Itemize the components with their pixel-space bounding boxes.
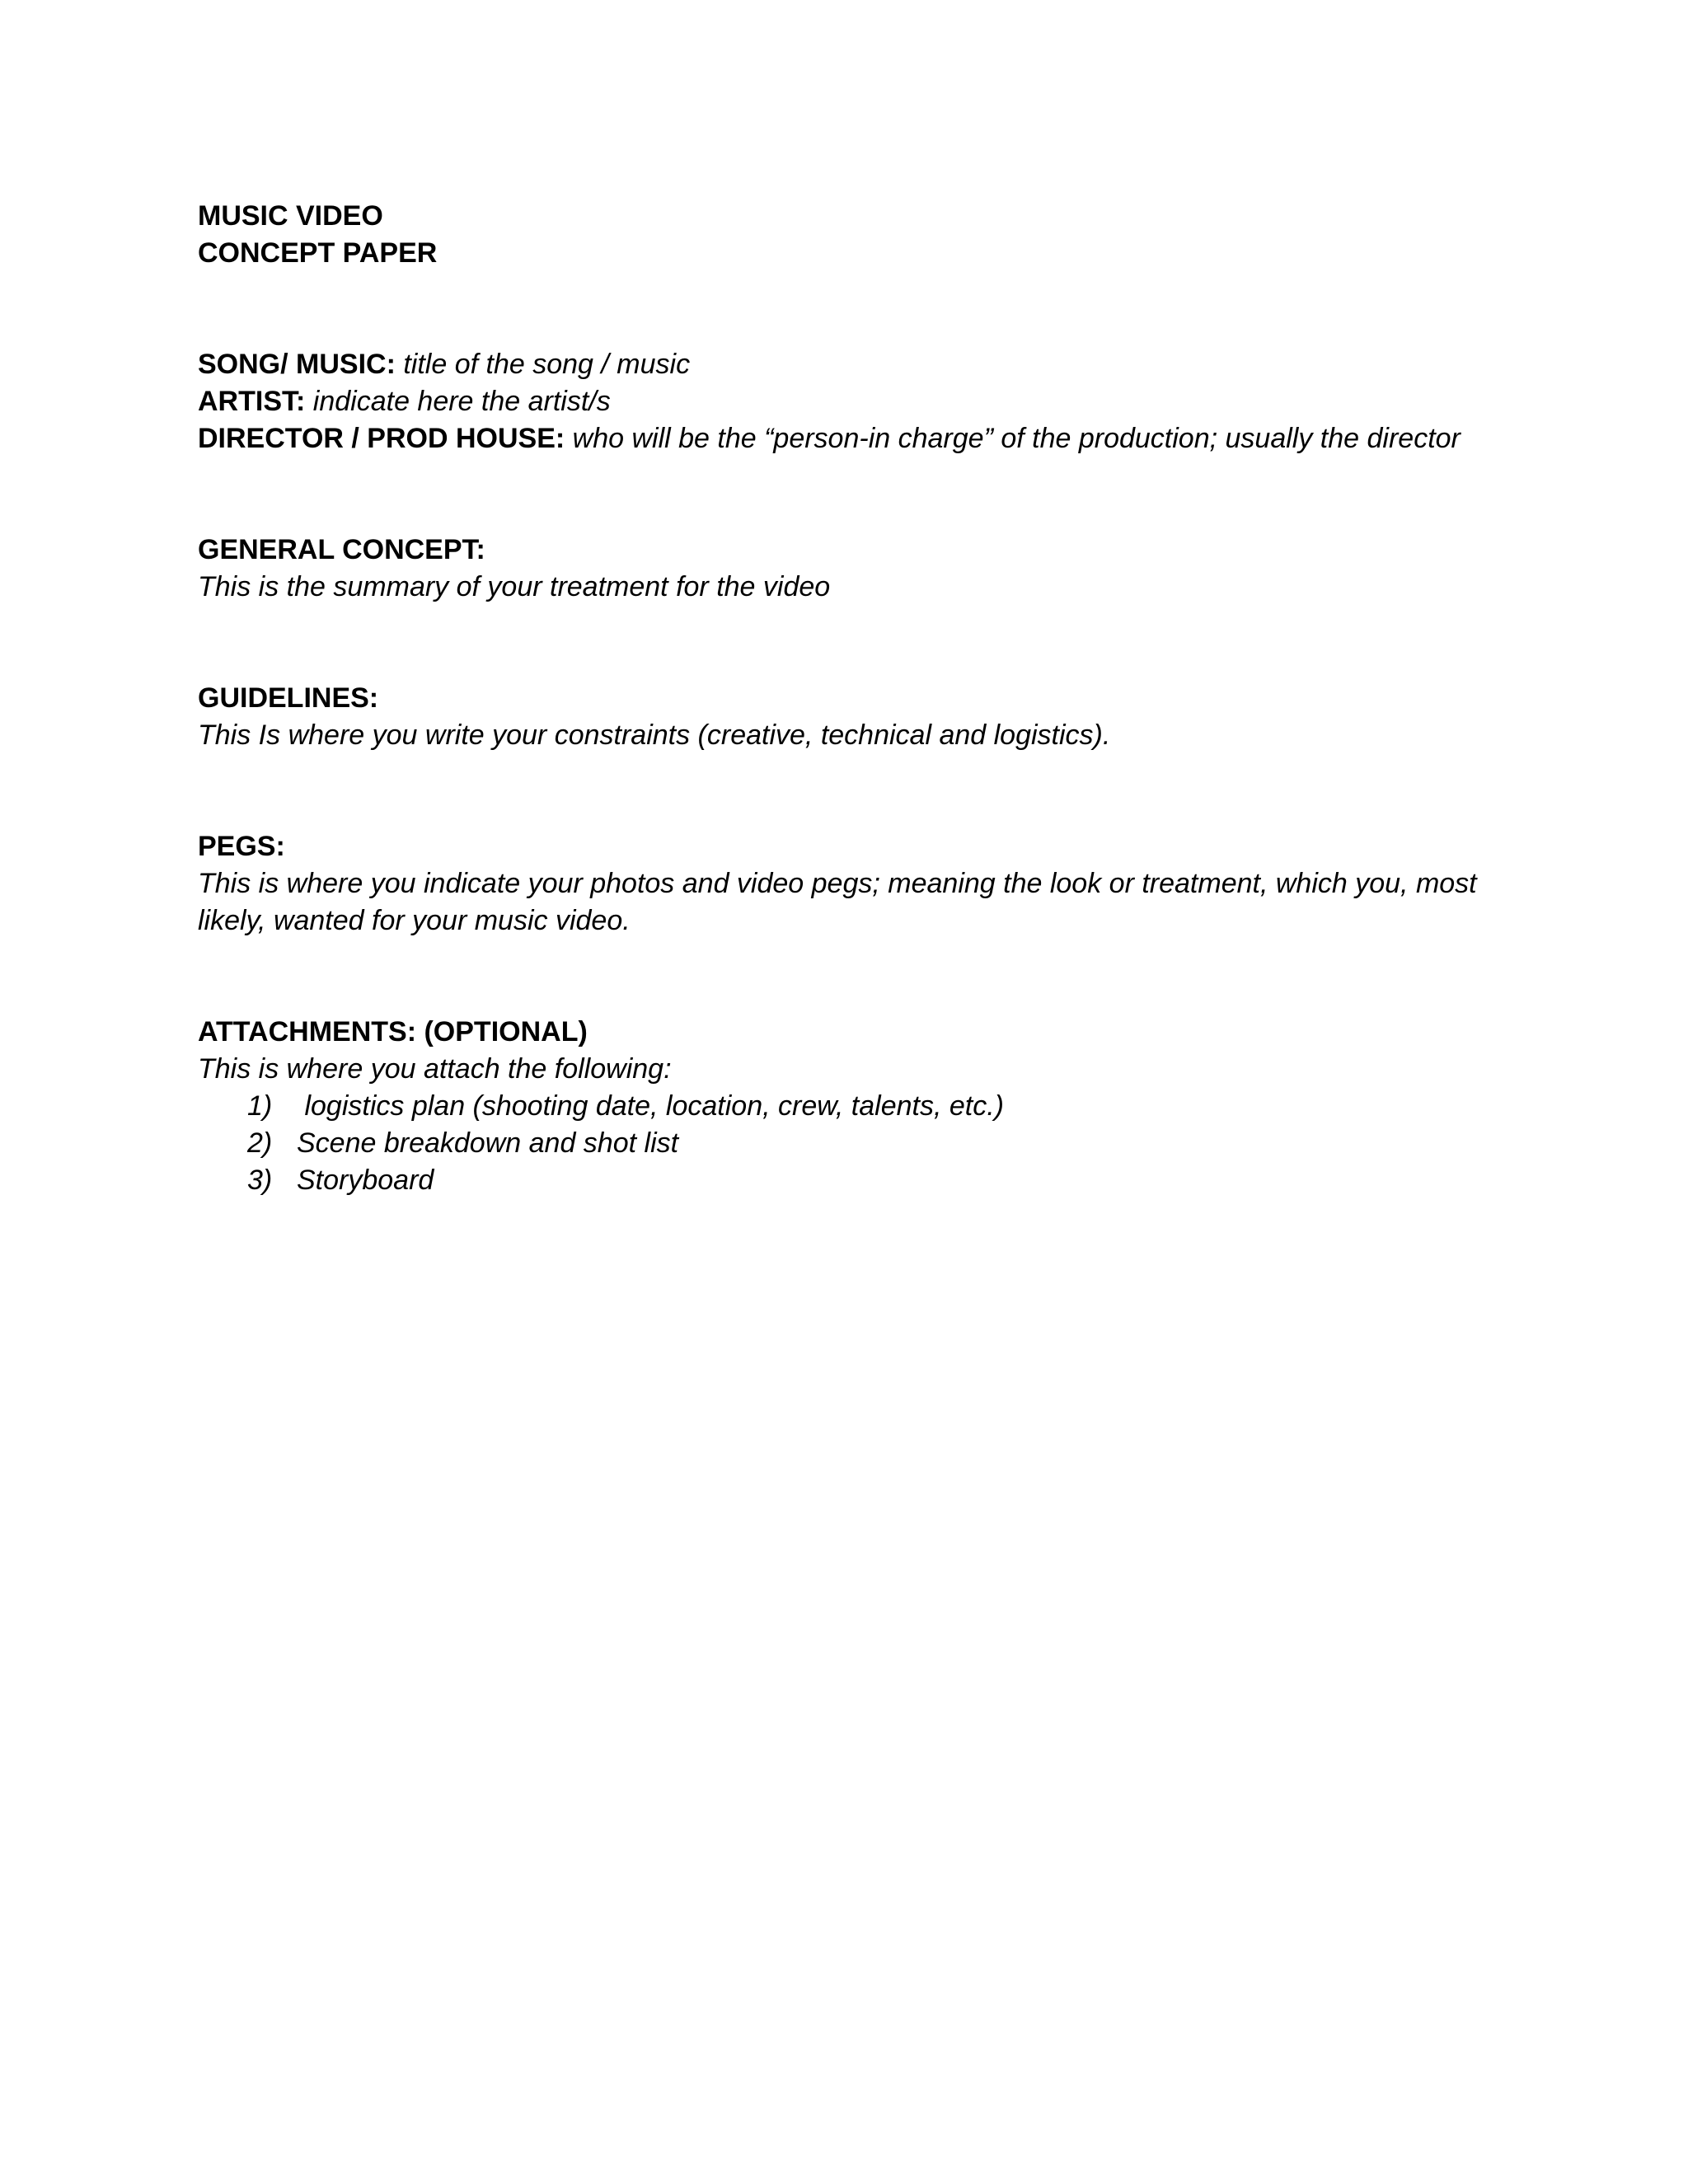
song-value: title of the song / music [403,349,691,380]
song-row [198,346,1517,383]
guidelines-heading: GUIDELINES: [198,682,379,714]
general-concept-heading: GENERAL CONCEPT: [198,534,485,565]
guidelines-text: This Is where you write your constraints (creative, technical and logistics). [198,719,1111,751]
list-item [198,1088,1517,1125]
list-item-text: Scene breakdown and shot list [297,1127,679,1159]
pegs-heading: PEGS: [198,831,285,862]
list-item-number: 3) [247,1165,273,1196]
artist-label: ARTIST: [198,386,306,417]
general-concept-text: This is the summary of your treatment for the video [198,571,831,602]
list-item-text: Storyboard [297,1165,434,1196]
director-value: who will be the “person-in charge” of the production; usually the director [572,423,1461,454]
attachments-heading: ATTACHMENTS: (OPTIONAL) [198,1016,588,1047]
document-body [198,198,1517,1199]
pegs-text: This is where you indicate your photos and video pegs; meaning the look or treatment, which you, most likely, wanted for your music video. [198,868,1477,936]
director-label: DIRECTOR / PROD HOUSE: [198,423,565,454]
artist-value: indicate here the artist/s [312,386,611,417]
artist-row [198,383,1517,420]
list-item [198,1125,1517,1162]
title-line-1: MUSIC VIDEO [198,200,383,232]
title-line-2: CONCEPT PAPER [198,237,438,269]
director-row [198,420,1517,457]
attachments-intro: This is where you attach the following: [198,1053,672,1085]
list-item [198,1162,1517,1199]
list-item-number: 2) [247,1127,273,1159]
list-item-text: logistics plan (shooting date, location, crew, talents, etc.) [297,1090,1005,1122]
list-item-number: 1) [247,1090,273,1122]
song-label: SONG/ MUSIC: [198,349,396,380]
attachments-list [198,1088,1517,1199]
